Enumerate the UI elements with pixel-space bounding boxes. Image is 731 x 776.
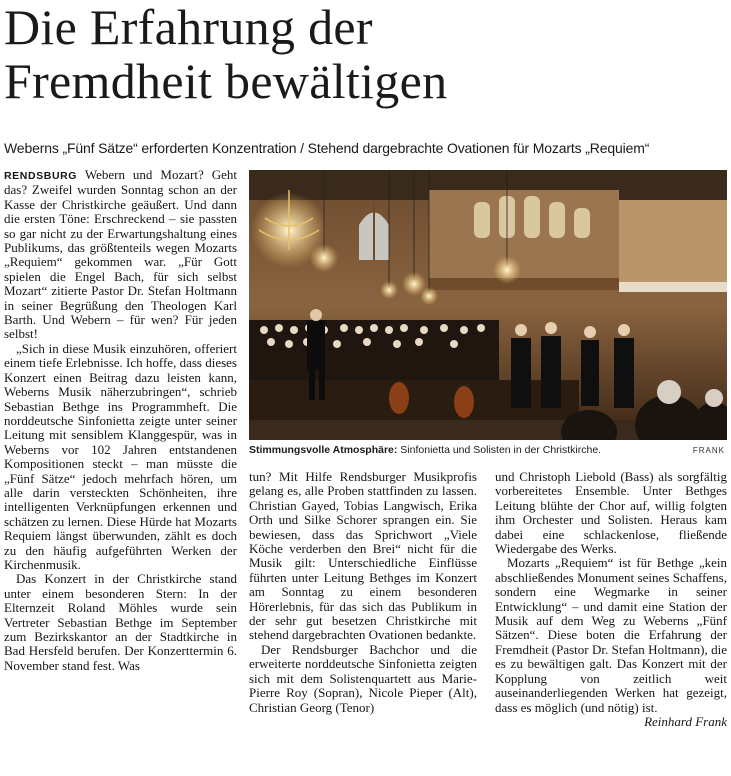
church-concert-photo-icon [249,170,727,440]
photo-credit: FRANK [692,446,725,455]
author-byline: Reinhard Frank [644,713,727,729]
headline-line-1: Die Erfahrung der [4,0,373,55]
headline [4,0,728,108]
photo-caption [249,443,727,459]
article-paragraph [4,168,237,342]
caption-text: Sinfonietta und Solisten in der Christkirche. [397,444,602,456]
article-column-3 [495,470,727,729]
headline-line-2: Fremdheit bewältigen [4,53,448,109]
article-paragraph: „Sich in diese Musik einzuhören, offeriert einem tiefe Erlebnisse. Ich hoffe, dass dieses Konzert einen Beitrag dazu leisten kann, Weberns Musik näherzubringen“, schrieb Sebastian Bethge ins Programmheft. Die norddeutsche Sinfonietta zeigte unter seiner Leitung mit sensiblem Klanggespür, was in Weberns vor 102 Jahren entstandenen Kompositionen steckt – man müsste die „Fünf Sätze“ jedoch mehrfach hören, um alle darin versteckten Schönheiten, ihre intelligenten Verknüpfungen erkennen und schätzen zu lernen. Diese Hürde hat Mozarts Requiem längst überwunden, zählt es doch zu den häufig aufgeführten Werken der Kirchenmusik. [4,340,237,572]
paragraph-text: Mozarts „Requiem“ ist für Bethge „kein abschließendes Monument seines Schaffens, sondern eine Wegmarke in seiner Entwicklung“ – und damit eine Station der Musik auf dem Weg zu Weberns „Fünf Sätzen“. Diese boten die Erfahrung der Fremdheit (Pastor Dr. Stefan Holtmann), die es zu bewältigen galt. Das Konzert mit der Kopplung von zeitlich weit auseinanderliegenden Werken hat gezeigt, dass es möglich (und nötig) ist. [495,555,727,715]
paragraph-text: Webern und Mozart? Geht das? Zweifel wurden Sonntag schon an der Kasse der Christkirche geäußert. Und dann die ersten Töne: Erschreckend – sie passten so gar nicht zu der Erwartungshaltung eines Publikums, das größtenteils wegen Mozarts „Requiem“ gekommen war. „Für Gott spielen die Engel Bach, für sich selbst Mozart“ zitierte Pastor Dr. Stefan Holtmann in seiner Begrüßung den Theologen Karl Barth. Und Webern – für wen? Für jeden selbst! [4,167,237,342]
subheadline: Weberns „Fünf Sätze“ erforderten Konzentration / Stehend dargebrachte Ovationen für Mozarts „Requiem“ [4,140,650,156]
article-paragraph: tun? Mit Hilfe Rendsburger Musikprofis gelang es, alle Proben stattfinden zu lassen. Christian Gayed, Tobias Langwisch, Erika Orth und Silke Schorer sprangen ein. Sie bewiesen, dass das Sprichwort „Viele Köche verderben den Brei“ nicht für die Musik gilt: Unterschiedliche Einflüsse führten unter Leitung Bethges im Konzert am Sonntag zu einem besonderen Hörerlebnis, für das sich das Publikum in der sehr gut besetzen Christkirche mit stehend dargebrachten Ovationen bedankte. [249,469,477,643]
article-paragraph: Der Rendsburger Bachchor und die erweiterte norddeutsche Sinfonietta zeigten sich mit dem Solistenquartett aus Marie-Pierre Roy (Sopran), Nicole Pieper (Alt), Christian Georg (Tenor) [249,641,477,715]
article-paragraph: und Christoph Liebold (Bass) als sorgfältig vorbereitetes Ensemble. Unter Bethges Leitung blühte der Chor auf, willig folgten ihm Orchester und Solisten. Heraus kam dabei eine schlackenlose, fließende Wiedergabe des Werks. [495,469,727,557]
article-paragraph: Das Konzert in der Christkirche stand unter einem besonderen Stern: In der Elternzeit Roland Möhles wurde sein Vertreter Sebastian Bethge im September zum Bezirkskantor an der Stadtkirche in Bad Hersfeld berufen. Der Konzerttermin 6. November stand fest. Was [4,571,237,673]
article-column-1 [4,168,237,673]
concert-photo [249,170,727,440]
caption-title: Stimmungsvolle Atmosphäre: [249,444,398,456]
article-paragraph [495,555,727,729]
dateline: RENDSBURG [4,170,78,182]
article-column-2 [249,470,477,715]
